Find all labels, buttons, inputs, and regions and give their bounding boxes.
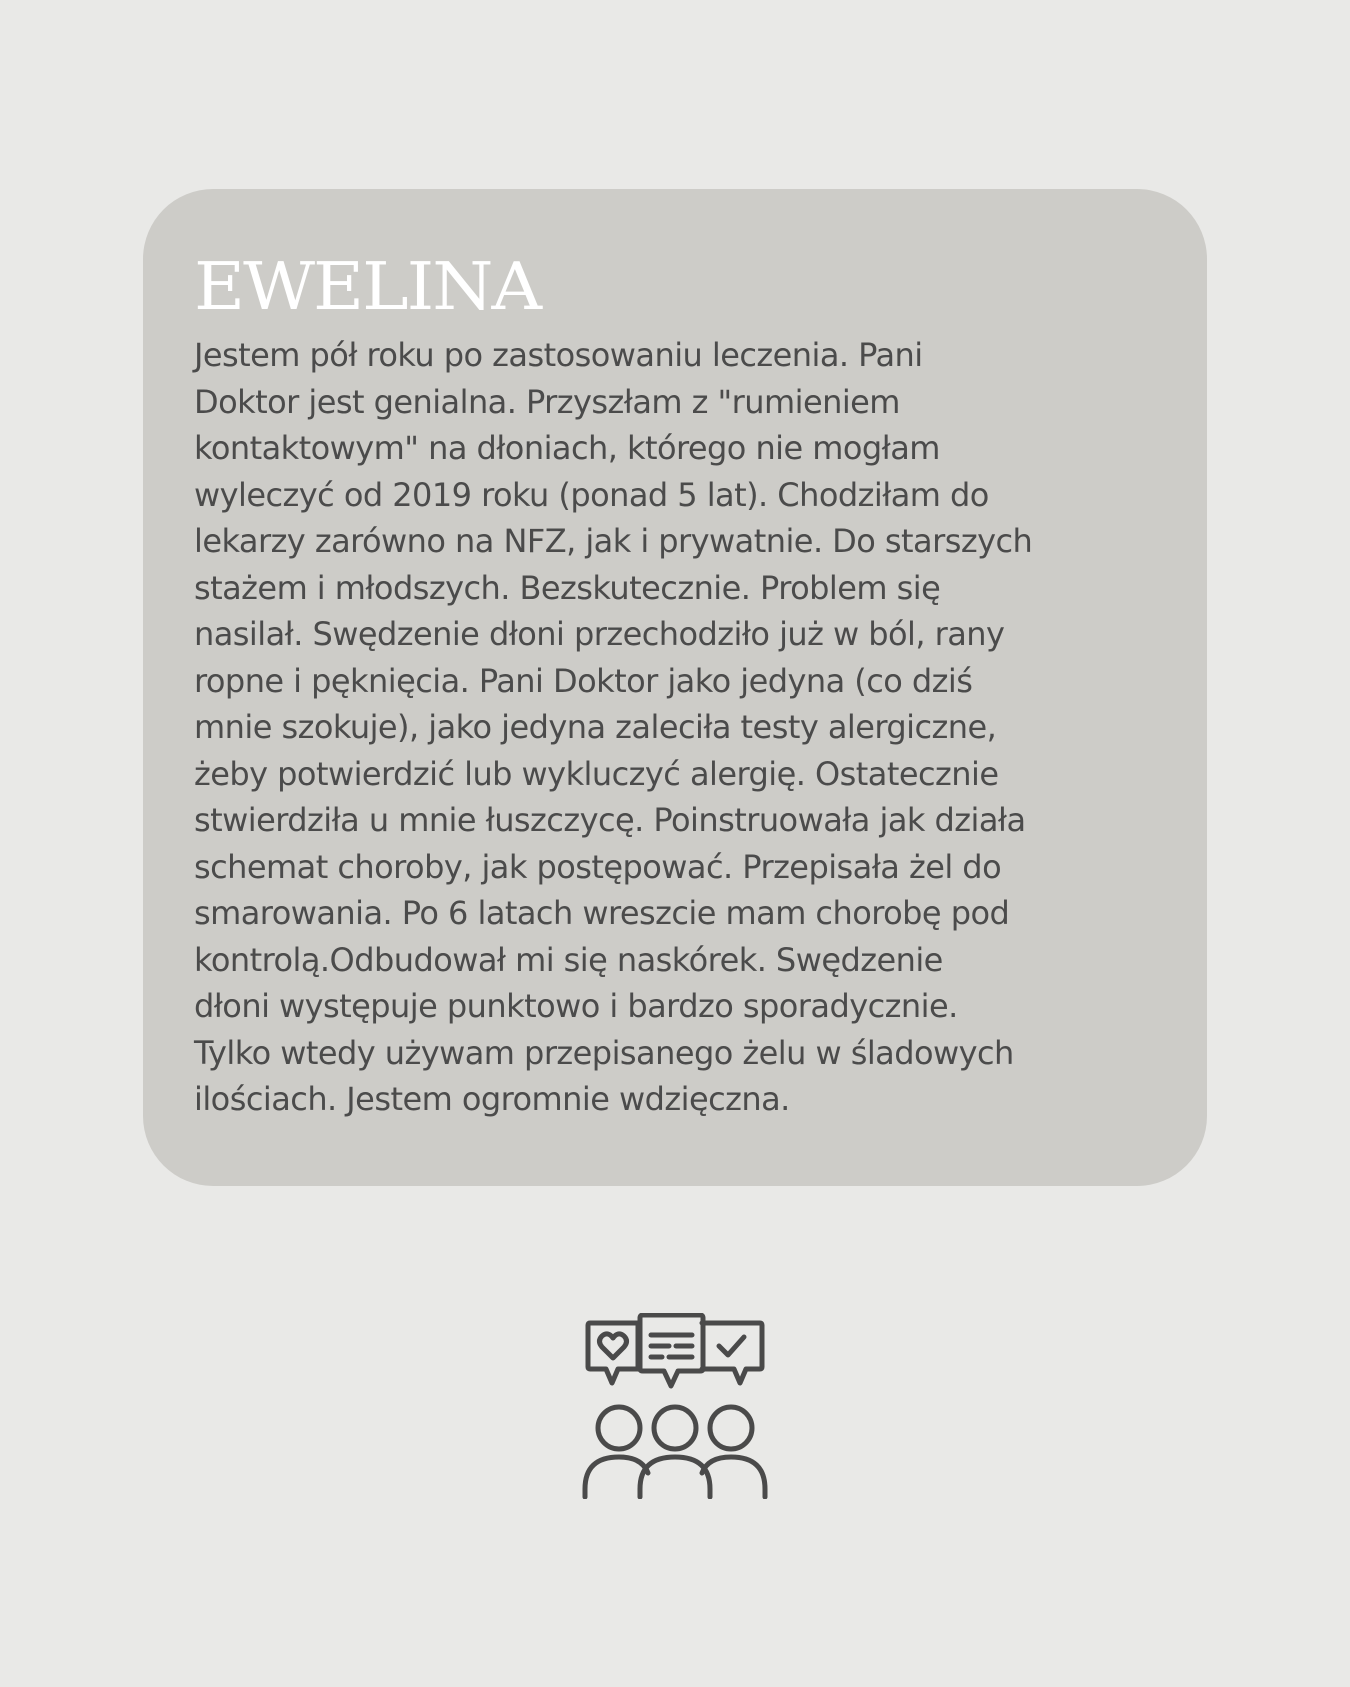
testimonial-line: Jestem pół roku po zastosowaniu leczenia. Pani [194,336,923,374]
testimonial-line: ropne i pęknięcia. Pani Doktor jako jedyna (co dziś [194,661,973,700]
testimonial-line: żeby potwierdzić lub wykluczyć alergię. Ostatecznie [194,754,999,793]
testimonial-line: stwierdziła u mnie łuszczycę. Poinstruowała jak działa [194,801,1026,839]
testimonial-line: kontrolą.Odbudował mi się naskórek. Swędzenie [194,940,943,979]
testimonial-line: kontaktowym" na dłoniach, którego nie mogłam [194,429,940,467]
testimonial-line: stażem i młodszych. Bezskutecznie. Problem się [194,568,941,607]
testimonial-line: wyleczyć od 2019 roku (ponad 5 lat). Chodziłam do [194,475,989,514]
testimonial-line: mnie szokuje), jako jedyna zaleciła testy alergiczne, [194,708,997,746]
testimonial-card [143,189,1207,1186]
testimonial-author-name: EWELINA [194,247,541,326]
testimonial-line: nasilał. Swędzenie dłoni przechodziło już w ból, rany [194,615,1005,653]
testimonial-line: smarowania. Po 6 latach wreszcie mam chorobę pod [194,894,1010,932]
testimonial-line: ilościach. Jestem ogromnie wdzięczna. [194,1080,790,1118]
group-feedback-icon [582,1313,768,1499]
testimonial-line: Tylko wtedy używam przepisanego żelu w śladowych [194,1033,1014,1072]
testimonial-text [194,332,1157,1123]
testimonial-line: Doktor jest genialna. Przyszłam z "rumieniem [194,382,900,421]
testimonial-line: dłoni występuje punktowo i bardzo sporadycznie. [194,987,958,1025]
testimonial-line: schemat choroby, jak postępować. Przepisała żel do [194,847,1002,886]
testimonial-line: lekarzy zarówno na NFZ, jak i prywatnie. Do starszych [194,522,1033,560]
